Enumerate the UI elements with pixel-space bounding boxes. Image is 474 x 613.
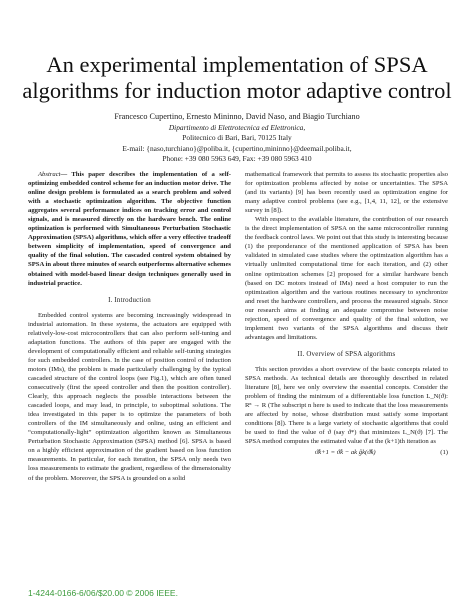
author-university: Politecnico di Bari, Bari, 70125 Italy — [182, 133, 292, 142]
author-phone: Phone: +39 080 5963 649, Fax: +39 080 5963 410 — [162, 154, 312, 163]
paper-title — [20, 52, 454, 104]
equation-text: ϑ̂k+1 = ϑ̂k − ak ĝk(ϑ̂k) — [315, 449, 376, 457]
title-line-2: algorithms for induction motor adaptive control — [22, 78, 452, 103]
body-paragraph-3: This section provides a short overview of the basic concepts related to SPSA methods. As technical details are thoroughly described in related literature [8], here we only overview the essential concepts. Consider the problem of finding the minimum of a differentiable loss function L_N(ϑ): Rⁿ → R (The subscript n here is used to indicate that the loss measurements are affected by noise, whose distribution must satisfy some important conditions [8]). There is a large variety of stochastic algorithms that could be used to find the value of ϑ (say ϑ*) that minimizes L_N(ϑ) [7]. The SPSA method computes the estimated value ϑ̂ at the (k+1)th iteration as — [245, 365, 448, 446]
equation-number: (1) — [440, 449, 448, 457]
section-heading-introduction: I. Introduction — [108, 296, 151, 304]
introduction-paragraph: Embedded control systems are becoming increasingly widespread in industrial automation. In these systems, the actuators are equipped with relatively-low-cost microcontrollers that can also perform self-tuning and adaptation functions. The authors of this paper are engaged with the development of computationally efficient and reliable self-tuning strategies for such embedded controllers. In the case of position control of induction motors (IMs), the problem is made particularly challenging by the typical cascaded structure of the control loops (see Fig.1), which are often tuned consecutively (first the speed controller and then the position controller). Clearly, this approach neglects the possible interactions between the cascaded loops, and may lead, in principle, to suboptimal solutions. The idea investigated in this paper is to optimize the parameters of both controllers of the IM simultaneously and online, using an efficient and “computationally-light” optimization algorithm known as Simultaneous Perturbation Stochastic Approximation (SPSA) method [6]. SPSA is based on a highly efficient approximation of the gradient based on loss function measurements. In particular, for each iteration, the SPSA only needs two loss measurements to estimate the gradient, regardless of the dimensionality of the problem. Moreover, the SPSA is grounded on a solid — [28, 311, 231, 482]
author-names: Francesco Cupertino, Ernesto Mininno, David Naso, and Biagio Turchiano — [114, 112, 360, 121]
body-paragraph-1: mathematical framework that permits to assess its stochastic properties also for optimization problems affected by noise or uncertainties. The SPSA (and its variants) [9] has been recently used as optimization engine for many adaptive control problems (see e.g., [1,4, 11, 12], or the extensive survey in [8]). — [245, 171, 448, 215]
author-email: E-mail: {naso,turchiano}@poliba.it, {cupertino,mininno}@deemail.poliba.it, — [122, 143, 352, 153]
copyright-footer: 1-4244-0166-6/06/$20.00 © 2006 IEEE. — [28, 588, 178, 598]
author-block — [20, 112, 454, 165]
abstract — [28, 170, 231, 288]
body-paragraph-2: With respect to the available literature, the contribution of our research is the direct implementation of SPSA on the same microcontroller running the feedback control laws. We point out that this study is interesting because (1) the preponderance of the mentioned application of SPSA has been validated in simulated case studies where the optimization algorithm has a virtually unlimited computational time for each iteration, and (2) other online optimization schemes [2] proposed for a similar hardware bench (based on DC motors instead of IMs) need a host computer to run the optimization algorithm and the various routines necessary to synchronize and reset the hardware controllers, and process the measured signals. Since our research aims at finding an adequate compromise between noise rejection, speed of convergence and quality of the final solution, we implement two variants of the SPSA algorithms and discuss their advantages and limitations. — [245, 216, 448, 341]
section-heading-spsa-overview: II. Overview of SPSA algorithms — [297, 350, 396, 358]
right-column — [245, 170, 448, 457]
title-line-1: An experimental implementation of SPSA — [46, 52, 428, 77]
left-column — [28, 170, 231, 483]
abstract-label: Abstract — [38, 171, 61, 178]
author-department: Dipartimento di Elettrotecnica ed Elettronica, — [168, 122, 306, 132]
equation-1 — [245, 448, 448, 457]
abstract-text: — This paper describes the implementation of a self-optimizing embedded control scheme for an induction motor drive. The online design problem is formulated as a search problem and solved with a stochastic optimization algorithm. The objective function aggregates several performance indices on tracking error and control signals, and is measured directly on the hardware bench. The online optimization is performed with Simultaneous Perturbation Stochastic Approximation (SPSA) algorithms, which offer a very effective tradeoff between simplicity of implementation, speed of convergence and quality of the final solution. The cascaded control system obtained by SPSA in about three minutes of search outperforms alternative schemes obtained with model-based linear design techniques generally used in industrial practice. — [28, 171, 231, 287]
